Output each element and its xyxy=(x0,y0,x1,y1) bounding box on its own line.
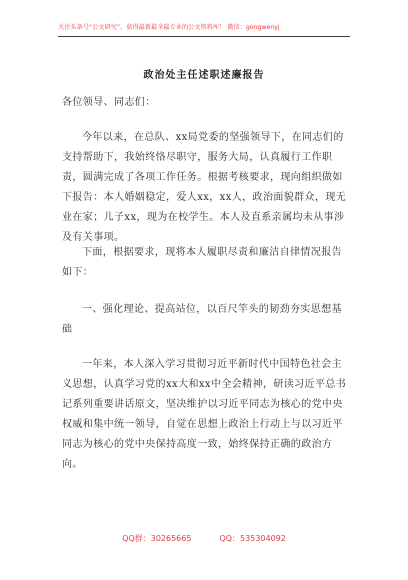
paragraph-transition: 下面，根据要求，现将本人履职尽责和廉洁自律情况报告如下： xyxy=(62,247,342,278)
section-heading: 一、强化理论、提高站位，以百尺竿头的韧劲夯实思想基础 xyxy=(62,304,342,335)
greeting: 各位领导、同志们： xyxy=(62,97,156,108)
footer-contact xyxy=(0,533,408,544)
footer-qq-group: QQ群：30265665 xyxy=(122,534,192,543)
header-banner: 关注头条号“公文研究”，获得最新最全最专业的公文资料库！ 微信：gongwenyj xyxy=(58,24,280,31)
footer-qq: QQ：535304092 xyxy=(219,534,286,543)
header-divider xyxy=(58,36,350,37)
paragraph-section-body: 一年来，本人深入学习贯彻习近平新时代中国特色社会主义思想，认真学习党的xx大和xx中全会精神，研读习近平总书记系列重要讲话原文，坚决维护以习近平同志为核心的党中央权威和集中统一领导，自觉在思想上政治上行动上与以习近平同志为核心的党中央保持高度一致，始终保持正确的政治方向。 xyxy=(62,359,347,470)
document-title: 政治处主任述职述廉报告 xyxy=(143,70,265,81)
paragraph-intro: 今年以来，在总队、xx局党委的坚强领导下，在同志们的支持帮助下，我始终恪尽职守，服务大局，认真履行工作职责，圆满完成了各项工作任务。根据考核要求，现向组织做如下报告：本人婚姻稳定，爱人xx，xx人，政治面貌群众，现无业在家；儿子xx，现为在校学生。本人及直系亲属均未从事涉及有关事项。 xyxy=(62,132,347,243)
